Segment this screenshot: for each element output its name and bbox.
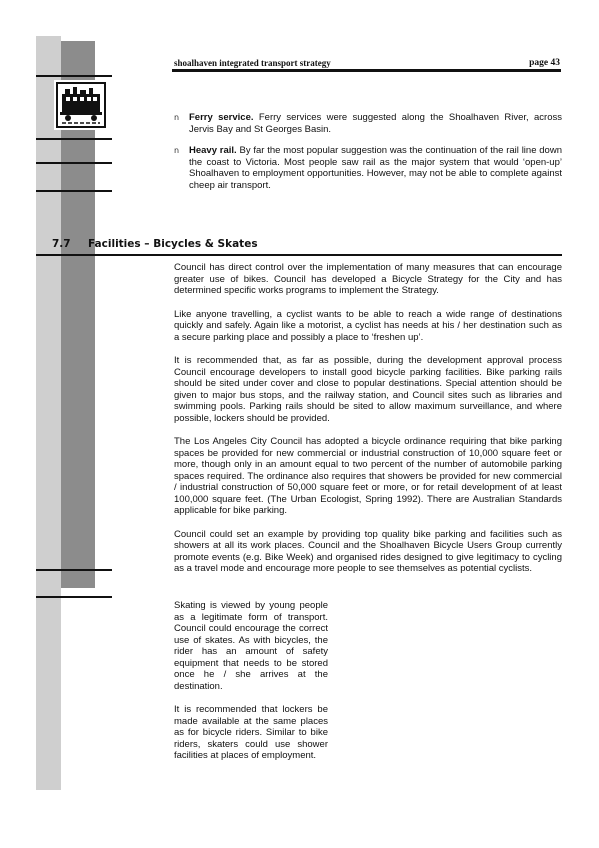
skates-column <box>174 600 328 774</box>
header-rule <box>172 69 561 72</box>
section-rule <box>36 254 562 256</box>
bullet-text: Ferry services were suggested along the Shoalhaven River, across Jervis Bay and St Georges Basin. <box>189 112 563 135</box>
list-item <box>174 145 562 191</box>
body-text <box>174 262 562 587</box>
margin-rule <box>36 138 112 140</box>
bullet-lead: Heavy rail. <box>189 145 237 156</box>
section-heading <box>52 238 258 250</box>
margin-band-light <box>36 36 61 790</box>
paragraph: It is recommended that lockers be made available at the same places as for bicycle riders. Similar to bike riders, skaters could use shower facilities at places of employment. <box>174 704 328 761</box>
margin-rule <box>36 596 112 598</box>
paragraph: Like anyone travelling, a cyclist wants to be able to reach a wide range of destinations quickly and safely. Again like a motorist, a cyclist has needs at his / her destination such as a secure parking place and possibly a place to ‘freshen up’. <box>174 308 562 343</box>
paragraph: Council has direct control over the implementation of many measures that can encourage greater use of bikes. Council has developed a Bicycle Strategy for the City and has determined specific works programs to implement the Strategy. <box>174 262 562 296</box>
bullet-marker: n <box>174 146 180 155</box>
transport-logo-icon <box>54 80 108 130</box>
page-number: page 43 <box>529 58 560 68</box>
bullet-list <box>174 112 562 201</box>
paragraph: Council could set an example by providing top quality bike parking and facilities such as showers at all its work places. Council and the Shoalhaven Bicycle Users Group currently promote events (e.g. Bike Week) and organised rides designed to give legitimacy to cycling as a travel mode and encourage more people to see themselves as potential cyclists. <box>174 528 562 574</box>
margin-rule <box>36 75 112 77</box>
section-number: 7.7 <box>52 238 71 250</box>
bullet-marker: n <box>174 113 180 122</box>
list-item <box>174 112 562 135</box>
running-title: shoalhaven integrated transport strategy <box>174 58 331 68</box>
paragraph: It is recommended that, as far as possible, during the development approval process Council encourage developers to install good bicycle parking facilities. Bike parking rails should be sited under cover and close to popular destinations. Special attention should be given to major bus stops, and the railway station, and Council sites such as libraries and swimming pools. Parking rails should be sited to allow maximum surveillance, and where possible, lockers should be provided. <box>174 355 562 424</box>
paragraph: Skating is viewed by young people as a legitimate form of transport. Council could encourage the correct use of skates. As with bicycles, the rider has an amount of safety equipment that needs to be stored once he / she arrives at the destination. <box>174 600 328 692</box>
margin-rule <box>36 162 112 164</box>
paragraph: The Los Angeles City Council has adopted a bicycle ordinance requiring that bike parking spaces be provided for new commercial or industrial construction of 10,000 square feet or more, though only in an amount equal to two percent of the number of automobile parking spaces required. The ordinance also requires that showers be provided for new commercial / industrial construction of 50,000 square feet or more, or for retail development of at least 100,000 square feet. (The Urban Ecologist, Spring 1992). There are Australian Standards applicable for bike parking. <box>174 436 562 516</box>
bullet-text: By far the most popular suggestion was the continuation of the rail line down the coast to Victoria. Most people saw rail as the major system that would ‘open-up’ Shoalhaven to employment opportunities. However, may not be able to complete against cheep air transport. <box>189 145 562 191</box>
bullet-lead: Ferry service. <box>189 112 254 123</box>
margin-rule <box>36 190 112 192</box>
section-title: Facilities – Bicycles & Skates <box>88 238 258 250</box>
margin-rule <box>36 569 112 571</box>
